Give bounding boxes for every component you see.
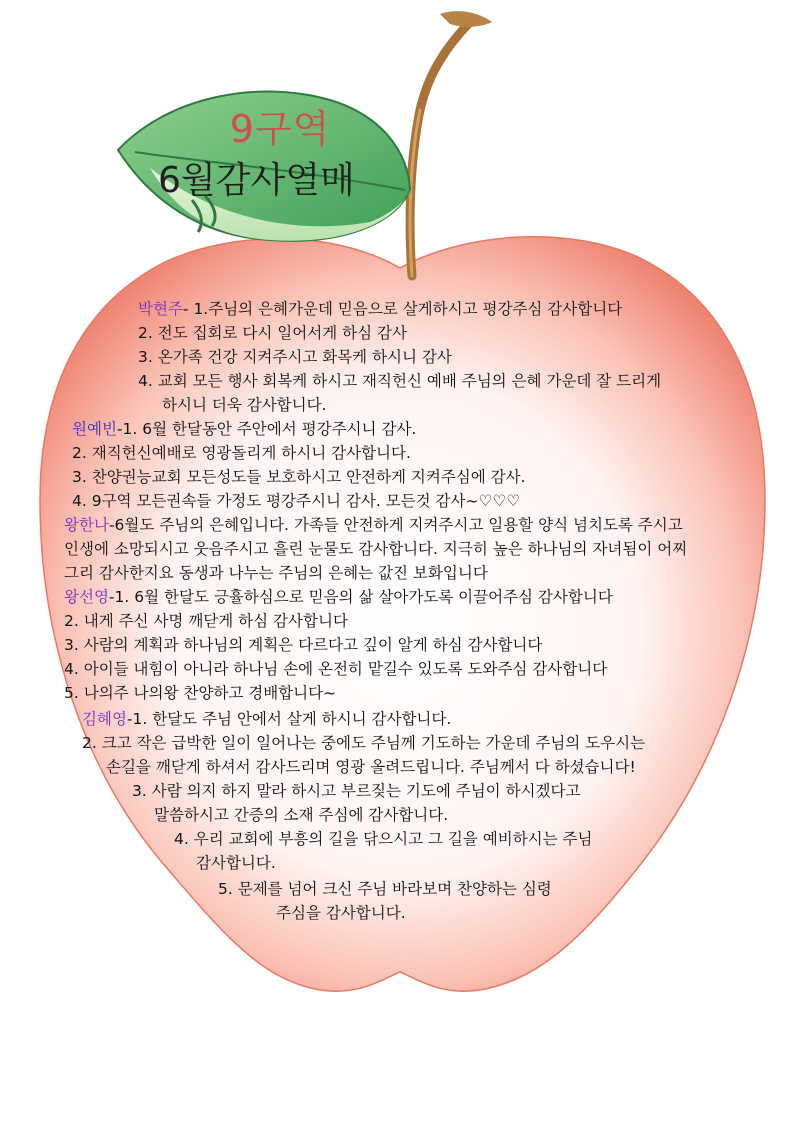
entry-kim-line-1: 김혜영-1. 한달도 주님 안에서 살게 하시니 감사합니다. [82, 710, 452, 728]
entry-kim-line-9: 주심을 감사합니다. [276, 904, 406, 922]
member-name: 왕한나 [64, 516, 109, 534]
entry-kim-line-3: 손길을 깨닫게 하셔서 감사드리며 영광 올려드립니다. 주님께서 다 하셨습니다! [106, 758, 636, 776]
member-name: 박현주 [138, 300, 183, 318]
entry-wangseon-line-1: 왕선영-1. 6월 한달도 긍휼하심으로 믿음의 삶 살아가도록 이끌어주심 감사합니다 [64, 588, 613, 606]
title-thanks-fruit: 6월감사열매 [158, 160, 355, 201]
entry-park-line-4: 4. 교회 모든 행사 회복케 하시고 재직헌신 예배 주님의 은혜 가운데 잘 드리게 [138, 372, 662, 390]
entry-won-line-2: 2. 재직헌신예배로 영광돌리게 하시니 감사합니다. [72, 444, 411, 462]
member-name: 왕선영 [64, 588, 109, 606]
member-name: 김혜영 [82, 710, 127, 728]
entry-wangseon-line-5: 5. 나의주 나의왕 찬양하고 경배합니다~ [64, 684, 337, 702]
entry-kim-line-2: 2. 크고 작은 급박한 일이 일어나는 중에도 주님께 기도하는 가운데 주님의 도우시는 [82, 734, 646, 752]
entry-park-line-5: 하시니 더욱 감사합니다. [162, 396, 327, 414]
entry-kim-line-7: 감사합니다. [196, 854, 276, 872]
apple-stem [410, 22, 470, 276]
entry-wangseon-line-4: 4. 아이들 내힘이 아니라 하나님 손에 온전히 맡길수 있도록 도와주심 감사합니다 [64, 660, 608, 678]
entry-wangseon-line-2: 2. 내게 주신 사명 깨닫게 하심 감사합니다 [64, 612, 348, 630]
entry-kim-line-4: 3. 사람 의지 하지 말라 하시고 부르짖는 기도에 주님이 하시겠다고 [132, 782, 581, 800]
entry-wanghana-line-3: 그리 감사한지요 동생과 나누는 주님의 은혜는 값진 보화입니다 [64, 564, 488, 582]
entry-wanghana-line-2: 인생에 소망되시고 웃음주시고 흘린 눈물도 감사합니다. 지극히 높은 하나님의 자녀됨이 어찌 [64, 540, 688, 558]
entry-won-line-4: 4. 9구역 모든권속들 가정도 평강주시니 감사. 모든것 감사~♡♡♡ [72, 492, 521, 510]
entry-won-line-1: 원예빈-1. 6월 한달동안 주안에서 평강주시니 감사. [72, 420, 417, 438]
entry-wangseon-line-3: 3. 사람의 계획과 하나님의 계획은 다르다고 깊이 알게 하심 감사합니다 [64, 636, 543, 654]
entry-kim-line-8: 5. 문제를 넘어 크신 주님 바라보며 찬양하는 심령 [218, 880, 552, 898]
entry-kim-line-6: 4. 우리 교회에 부흥의 길을 닦으시고 그 길을 예비하시는 주님 [174, 830, 593, 848]
entry-wanghana-line-1: 왕한나-6월도 주님의 은혜입니다. 가족들 안전하게 지켜주시고 일용할 양식 넘치도록 주시고 [64, 516, 683, 534]
entry-kim-line-5: 말씀하시고 간증의 소재 주심에 감사합니다. [154, 806, 449, 824]
entry-won-line-3: 3. 찬양권능교회 모든성도들 보호하시고 안전하게 지켜주심에 감사. [72, 468, 526, 486]
title-section-name: 9구역 [229, 107, 331, 151]
entry-park-line-1: 박현주- 1.주님의 은혜가운데 믿음으로 살게하시고 평강주심 감사합니다 [138, 300, 623, 318]
member-name: 원예빈 [72, 420, 117, 438]
entry-park-line-2: 2. 전도 집회로 다시 일어서게 하심 감사 [138, 324, 407, 342]
entry-park-line-3: 3. 온가족 건강 지켜주시고 화목케 하시니 감사 [138, 348, 452, 366]
